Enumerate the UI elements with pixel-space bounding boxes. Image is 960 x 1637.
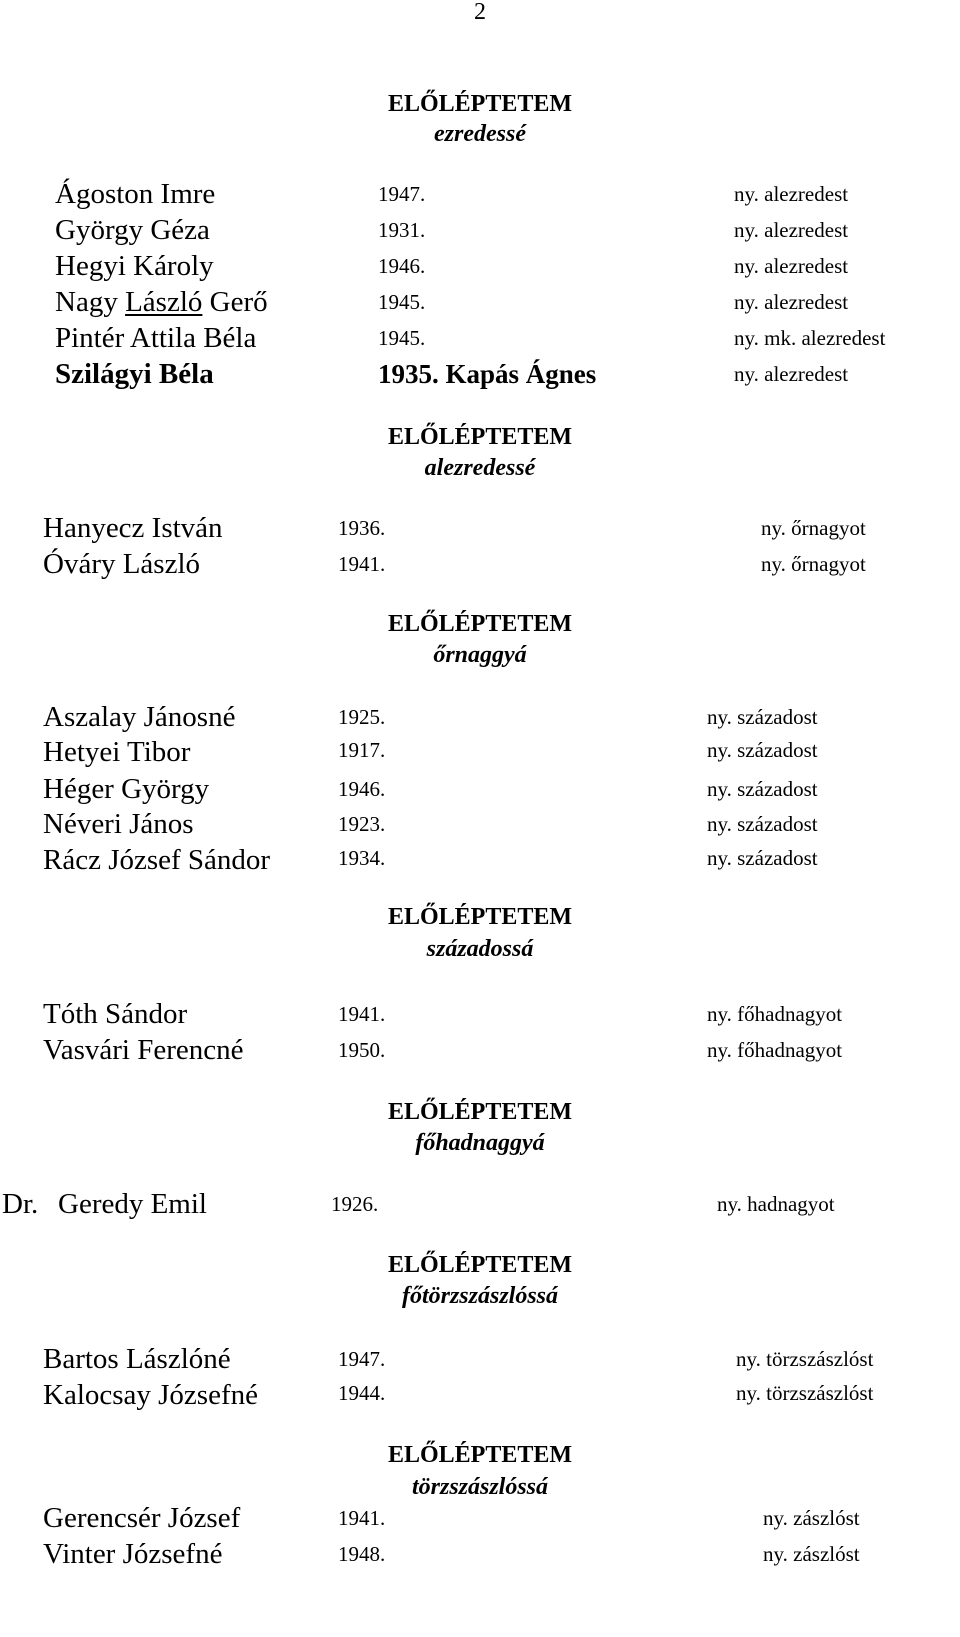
rank: ny. alezredest — [734, 182, 849, 206]
rank: ny. hadnagyot — [717, 1192, 835, 1216]
section-heading: ELŐLÉPTETEM — [387, 1099, 573, 1125]
year: 1931. — [378, 218, 426, 242]
rank: ny. századost — [707, 812, 818, 836]
person-name: Vinter Józsefné — [43, 1538, 223, 1570]
section-subheading: főhadnaggyá — [415, 1130, 545, 1156]
person-name: Hegyi Károly — [55, 250, 214, 282]
rank: ny. alezredest — [734, 290, 849, 314]
year: 1945. — [378, 290, 426, 314]
person-name: Tóth Sándor — [43, 998, 188, 1030]
year: 1934. — [338, 846, 386, 870]
rank: ny. törzszászlóst — [736, 1381, 874, 1405]
year: 1948. — [338, 1542, 386, 1566]
year: 1923. — [338, 812, 386, 836]
rank: ny. alezredest — [734, 218, 849, 242]
person-name: Vasvári Ferencné — [43, 1034, 244, 1066]
year: 1947. — [338, 1347, 386, 1371]
person-name: Geredy Emil — [58, 1188, 207, 1220]
year: 1941. — [338, 1506, 386, 1530]
section-subheading: ezredessé — [434, 121, 526, 147]
year: 1935. Kapás Ágnes — [378, 359, 597, 389]
year: 1946. — [338, 777, 386, 801]
section-subheading: alezredessé — [424, 455, 536, 481]
rank: ny. századost — [707, 777, 818, 801]
person-name: Pintér Attila Béla — [55, 322, 257, 354]
page-number: 2 — [474, 0, 486, 25]
section-heading: ELŐLÉPTETEM — [387, 1252, 573, 1278]
name-prefix: Dr. — [2, 1188, 39, 1220]
person-name: Héger György — [43, 773, 210, 805]
rank: ny. főhadnagyot — [707, 1002, 843, 1026]
year: 1926. — [331, 1192, 379, 1216]
rank: ny. alezredest — [734, 254, 849, 278]
person-name: Hetyei Tibor — [43, 736, 191, 768]
section-heading: ELŐLÉPTETEM — [387, 424, 573, 450]
rank: ny. századost — [707, 705, 818, 729]
year: 1917. — [338, 738, 386, 762]
rank: ny. törzszászlóst — [736, 1347, 874, 1371]
year: 1947. — [378, 182, 426, 206]
rank: ny. főhadnagyot — [707, 1038, 843, 1062]
rank: ny. alezredest — [734, 362, 849, 386]
year: 1946. — [378, 254, 426, 278]
person-name: György Géza — [55, 214, 210, 246]
section-subheading: törzszászlóssá — [411, 1474, 549, 1500]
person-name: Nagy László Gerő — [55, 286, 268, 318]
rank: ny. őrnagyot — [761, 552, 866, 576]
rank: ny. zászlóst — [763, 1506, 860, 1530]
section-heading: ELŐLÉPTETEM — [387, 904, 573, 930]
rank: ny. zászlóst — [763, 1542, 860, 1566]
rank: ny. mk. alezredest — [734, 326, 886, 350]
section-subheading: őrnaggyá — [433, 642, 527, 668]
person-name: Bartos Lászlóné — [43, 1343, 231, 1375]
section-subheading: főtörzszászlóssá — [401, 1283, 559, 1309]
person-name: Szilágyi Béla — [55, 358, 214, 390]
year: 1945. — [378, 326, 426, 350]
person-name: Aszalay Jánosné — [43, 701, 236, 733]
year: 1950. — [338, 1038, 386, 1062]
year: 1941. — [338, 1002, 386, 1026]
person-name: Rácz József Sándor — [43, 844, 271, 876]
section-heading: ELŐLÉPTETEM — [387, 1442, 573, 1468]
section-heading: ELŐLÉPTETEM — [387, 91, 573, 117]
section-subheading: századossá — [426, 936, 534, 962]
person-name: Ágoston Imre — [55, 178, 216, 210]
person-name: Óváry László — [43, 548, 201, 580]
year: 1936. — [338, 516, 386, 540]
year: 1941. — [338, 552, 386, 576]
section-heading: ELŐLÉPTETEM — [387, 611, 573, 637]
rank: ny. századost — [707, 738, 818, 762]
rank: ny. századost — [707, 846, 818, 870]
person-name: Kalocsay Józsefné — [43, 1379, 258, 1411]
person-name: Néveri János — [43, 808, 194, 840]
year: 1925. — [338, 705, 386, 729]
rank: ny. őrnagyot — [761, 516, 866, 540]
person-name: Hanyecz István — [43, 512, 223, 544]
year: 1944. — [338, 1381, 386, 1405]
person-name: Gerencsér József — [43, 1502, 241, 1534]
